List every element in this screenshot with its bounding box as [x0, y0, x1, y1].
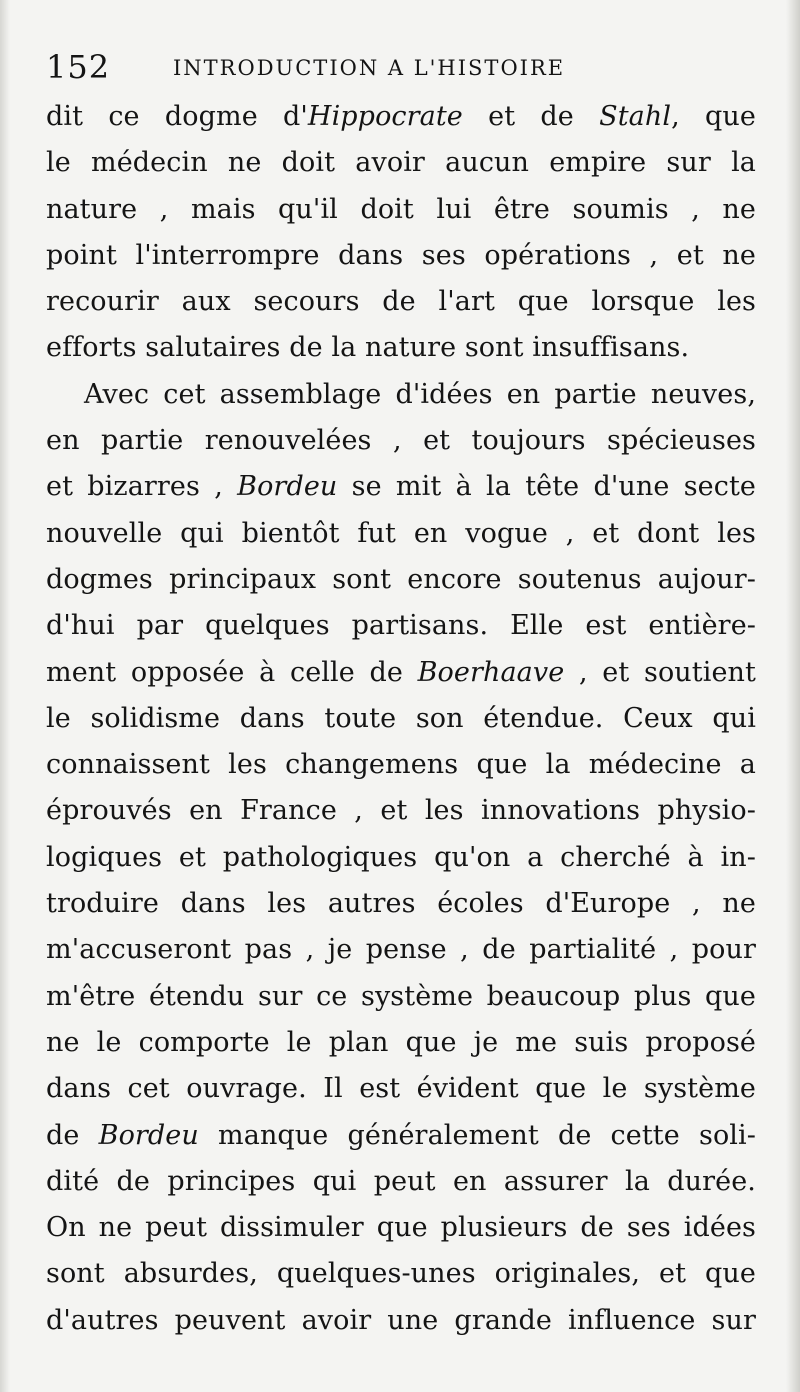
text-line	[46, 835, 756, 881]
text-segment: logiques et pathologiques qu'on a cherché à in-	[46, 841, 756, 873]
text-line	[46, 1159, 756, 1205]
text-line	[46, 788, 756, 834]
text-segment: d'hui par quelques partisans. Elle est entière-	[46, 610, 756, 642]
page-number: 152	[46, 48, 111, 86]
text-segment: nature , mais qu'il doit lui être soumis , ne	[46, 193, 756, 225]
text-line	[46, 1251, 756, 1297]
body-text	[46, 94, 756, 1344]
text-segment: point l'interrompre dans ses opérations , et ne	[46, 239, 756, 271]
text-segment: le médecin ne doit avoir aucun empire sur la	[46, 147, 756, 179]
text-segment: éprouvés en France , et les innovations physio-	[46, 795, 756, 827]
text-segment: de	[46, 1119, 99, 1151]
text-line	[46, 279, 756, 325]
text-line	[46, 557, 756, 603]
text-line	[46, 464, 756, 510]
text-line	[46, 1113, 756, 1159]
text-segment: recourir aux secours de l'art que lorsque les	[46, 286, 756, 318]
text-segment: Avec cet assemblage d'idées en partie neuves,	[84, 378, 756, 410]
text-segment: connaissent les changemens que la médecine a	[46, 749, 756, 781]
text-line	[46, 140, 756, 186]
text-line	[46, 881, 756, 927]
text-segment: dogmes principaux sont encore soutenus aujour-	[46, 563, 756, 595]
text-segment: dans cet ouvrage. Il est évident que le système	[46, 1073, 756, 1105]
text-segment: manque généralement de cette soli-	[198, 1119, 756, 1151]
text-line	[46, 603, 756, 649]
text-line	[46, 511, 756, 557]
text-segment: , et soutient	[564, 656, 756, 688]
italic-name: Stahl	[599, 101, 672, 132]
italic-name: Bordeu	[237, 471, 338, 503]
text-segment: troduire dans les autres écoles d'Europe , ne	[46, 888, 756, 920]
text-segment: , que	[671, 101, 756, 132]
italic-name: Boerhaave	[417, 656, 565, 688]
text-line	[46, 1020, 756, 1066]
text-line	[46, 418, 756, 464]
text-line	[46, 1066, 756, 1112]
text-line	[46, 372, 756, 418]
running-head-title: INTRODUCTION A L'HISTOIRE	[173, 56, 566, 80]
text-line	[46, 187, 756, 233]
text-line	[46, 650, 756, 696]
text-line	[46, 974, 756, 1020]
text-line	[46, 696, 756, 742]
text-segment: sont absurdes, quelques-unes originales, et que	[46, 1258, 756, 1290]
text-segment: d'autres peuvent avoir une grande influence sur	[46, 1304, 756, 1336]
text-line	[46, 927, 756, 973]
text-segment: dité de principes qui peut en assurer la durée.	[46, 1165, 756, 1197]
text-segment: m'être étendu sur ce système beaucoup plus que	[46, 980, 756, 1012]
text-segment: ment opposée à celle de	[46, 656, 418, 688]
text-segment: et de	[462, 101, 600, 132]
text-segment: On ne peut dissimuler que plusieurs de ses idées	[46, 1212, 756, 1244]
text-segment: nouvelle qui bientôt fut en vogue , et dont les	[46, 517, 756, 549]
text-line	[46, 94, 756, 140]
text-line	[46, 742, 756, 788]
text-segment: se mit à la tête d'une secte	[337, 471, 756, 503]
text-line	[46, 325, 756, 371]
text-segment: ne le comporte le plan que je me suis proposé	[46, 1026, 756, 1058]
running-head	[46, 42, 756, 92]
text-segment: dit ce dogme d'	[46, 101, 308, 132]
text-segment: et bizarres ,	[46, 471, 238, 503]
text-line	[46, 233, 756, 279]
text-line	[46, 1205, 756, 1251]
italic-name: Bordeu	[98, 1119, 199, 1151]
text-segment: efforts salutaires de la nature sont insuffisans.	[46, 332, 690, 364]
text-segment: le solidisme dans toute son étendue. Ceux qui	[46, 702, 756, 734]
text-segment: en partie renouvelées , et toujours spécieuses	[46, 425, 756, 457]
italic-name: Hippocrate	[307, 101, 463, 132]
text-segment: m'accuseront pas , je pense , de partialité , pour	[46, 934, 756, 966]
text-line	[46, 1298, 756, 1344]
